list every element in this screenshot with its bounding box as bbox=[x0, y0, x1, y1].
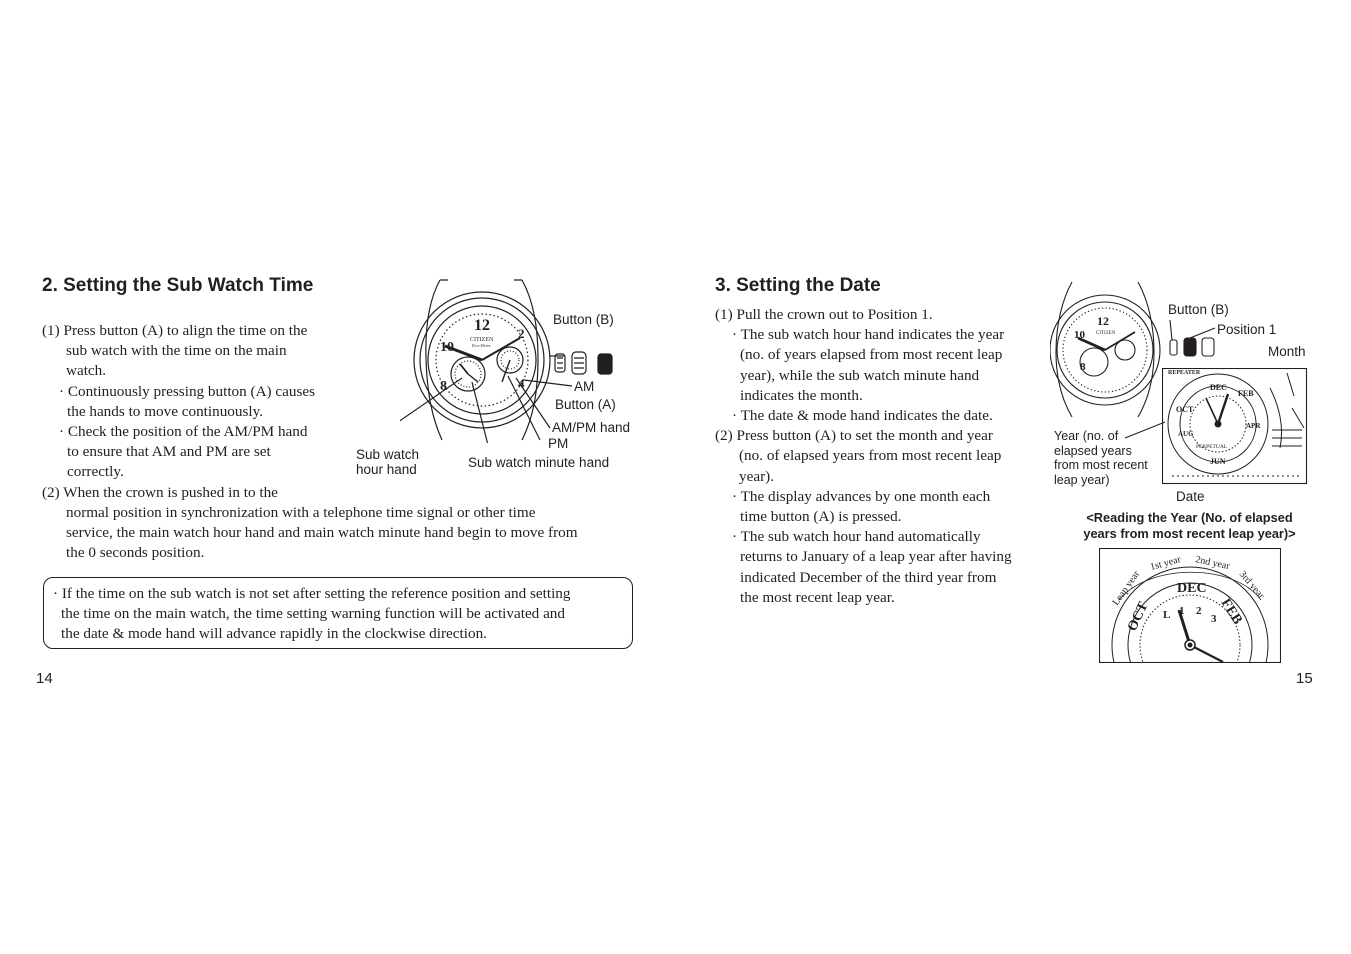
date-bullet-return-3: indicated December of the third year from bbox=[740, 568, 997, 586]
date-dial-brand: CITIZEN bbox=[1096, 331, 1116, 336]
date-bullet-year: · The sub watch hour hand indicates the year bbox=[732, 326, 1005, 344]
reading-feb: FEB bbox=[1217, 596, 1245, 628]
note-line-2: the time on the main watch, the time setting warning function will be activated and bbox=[61, 605, 565, 623]
date-dial-8: 8 bbox=[1080, 361, 1086, 373]
label-sub-watch-hour-hand bbox=[356, 447, 419, 477]
section-heading-date: 3. Setting the Date bbox=[715, 275, 881, 296]
date-dial-10: 10 bbox=[1074, 329, 1085, 341]
reading-l: L bbox=[1163, 609, 1171, 621]
reading-dec: DEC bbox=[1177, 581, 1207, 596]
section-heading-sub-watch: 2. Setting the Sub Watch Time bbox=[42, 275, 314, 296]
date-step-1: (1) Pull the crown out to Position 1. bbox=[715, 306, 933, 323]
dial-brand: CITIZEN bbox=[470, 337, 494, 343]
detail-dec: DEC bbox=[1210, 383, 1227, 392]
detail-feb: FEB bbox=[1238, 389, 1254, 398]
date-dial-12: 12 bbox=[1097, 314, 1109, 328]
label-button-b-left: Button (B) bbox=[553, 312, 614, 327]
date-step-2-line-2: (no. of elapsed years from most recent leap bbox=[739, 447, 1002, 465]
label-month: Month bbox=[1268, 344, 1306, 359]
date-bullet-return-2: returns to January of a leap year after having bbox=[740, 548, 1012, 566]
date-bullet-year-3: year), while the sub watch minute hand bbox=[740, 366, 980, 384]
bullet-continuous-2: the hands to move continuously. bbox=[67, 402, 264, 420]
bullet-continuous: · Continuously pressing button (A) causes bbox=[59, 382, 316, 400]
detail-aug: AUG bbox=[1178, 430, 1194, 438]
label-year-line-4: leap year) bbox=[1054, 472, 1110, 487]
bullet-ampm-3: correctly. bbox=[67, 463, 124, 481]
dial-10: 10 bbox=[440, 340, 454, 355]
reading-year-caption bbox=[1062, 510, 1317, 541]
label-button-b-right: Button (B) bbox=[1168, 302, 1229, 317]
label-year-line-2: elapsed years bbox=[1054, 443, 1132, 458]
reading-3rd-year: 3rd year bbox=[1236, 568, 1267, 602]
reading-2: 2 bbox=[1196, 605, 1202, 617]
detail-apr: APR bbox=[1246, 422, 1261, 430]
dial-4: 4 bbox=[518, 376, 525, 391]
step-2-line-2: normal position in synchronization with a telephone time signal or other time bbox=[66, 503, 536, 521]
sub-watch-figure bbox=[400, 278, 640, 443]
reading-1st-year: 1st year bbox=[1148, 554, 1183, 573]
date-bullet-return: · The sub watch hour hand automatically bbox=[732, 528, 981, 546]
dial-8: 8 bbox=[440, 379, 447, 394]
label-date: Date bbox=[1176, 489, 1205, 504]
detail-repeater: REPEATER bbox=[1168, 370, 1201, 376]
page-number-right: 15 bbox=[1296, 670, 1313, 687]
label-am: AM bbox=[574, 379, 595, 394]
reading-1: 1 bbox=[1179, 605, 1185, 617]
date-bullet-date: · The date & mode hand indicates the date. bbox=[732, 407, 993, 425]
date-step-2: (2) Press button (A) to set the month and year bbox=[715, 427, 993, 445]
step-2-line-4: the 0 seconds position. bbox=[66, 544, 205, 562]
step-1-line: (1) Press button (A) to align the time on the bbox=[42, 322, 308, 339]
detail-jun: JUN bbox=[1210, 457, 1226, 466]
label-ampm-hand: AM/PM hand bbox=[552, 420, 631, 435]
right-body-text bbox=[715, 305, 1045, 608]
label-button-a-left: Button (A) bbox=[555, 397, 616, 412]
bullet-ampm: · Check the position of the AM/PM hand bbox=[59, 423, 308, 441]
caption-line-1: <Reading the Year (No. of elapsed bbox=[1086, 510, 1293, 525]
detail-oct: OCT bbox=[1176, 405, 1194, 414]
month-dial-detail bbox=[1162, 368, 1308, 485]
step-1-line-3: watch. bbox=[66, 362, 107, 380]
label-sub-watch-minute-hand: Sub watch minute hand bbox=[468, 455, 610, 470]
dial-sub-brand: Eco-Drive bbox=[472, 343, 491, 348]
date-bullet-year-4: indicates the month. bbox=[740, 386, 863, 404]
reading-oct: OCT bbox=[1125, 599, 1152, 634]
bullet-ampm-2: to ensure that AM and PM are set bbox=[67, 443, 271, 461]
warning-note-box bbox=[43, 577, 633, 649]
note-line-1: · If the time on the sub watch is not set after setting the reference position and setting bbox=[53, 585, 571, 602]
date-bullet-advance-2: time button (A) is pressed. bbox=[740, 508, 902, 526]
date-bullet-year-2: (no. of years elapsed from most recent leap bbox=[740, 346, 1003, 364]
dial-12: 12 bbox=[474, 317, 490, 334]
step-2-line: (2) When the crown is pushed in to the bbox=[42, 483, 278, 501]
label-pm: PM bbox=[548, 436, 569, 451]
detail-perpetual: PERPETUAL bbox=[1196, 444, 1228, 450]
reading-year-figure bbox=[1099, 548, 1281, 663]
caption-line-2: years from most recent leap year)> bbox=[1083, 525, 1296, 541]
reading-leap-year: Leap year bbox=[1110, 568, 1143, 608]
label-sub-hour-line-2: hour hand bbox=[356, 462, 417, 477]
date-step-2-line-3: year). bbox=[739, 467, 774, 485]
note-line-3: the date & mode hand will advance rapidly in the clockwise direction. bbox=[61, 625, 487, 643]
date-bullet-return-4: the most recent leap year. bbox=[740, 588, 895, 606]
label-sub-hour-line-1: Sub watch bbox=[356, 447, 420, 462]
page-number-left: 14 bbox=[36, 670, 53, 687]
year-leader-line bbox=[1120, 420, 1170, 440]
reading-2nd-year: 2nd year bbox=[1194, 554, 1231, 573]
step-1-line-2: sub watch with the time on the main bbox=[66, 342, 287, 360]
label-position-1: Position 1 bbox=[1217, 322, 1277, 337]
date-bullet-advance: · The display advances by one month each bbox=[732, 487, 991, 505]
label-year-line-1: Year (no. of bbox=[1054, 429, 1119, 443]
reading-3: 3 bbox=[1211, 613, 1217, 625]
step-2-line-3: service, the main watch hour hand and main watch minute hand begin to move from bbox=[66, 524, 578, 542]
dial-2: 2 bbox=[518, 326, 525, 341]
label-year-line-3: from most recent bbox=[1054, 458, 1148, 472]
